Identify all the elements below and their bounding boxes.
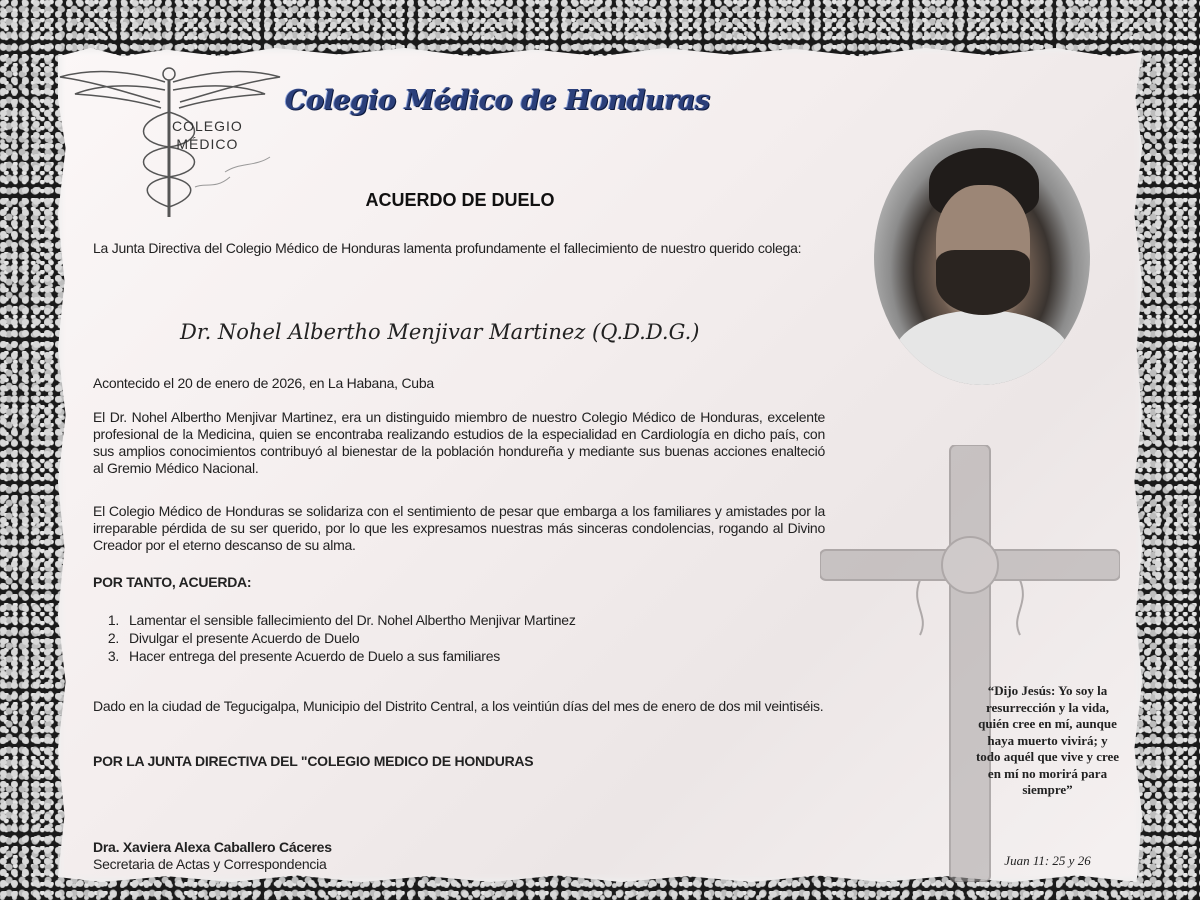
paragraph-career: El Dr. Nohel Albertho Menjivar Martinez, era un distinguido miembro de nuestro Colegio Médico de Honduras, excelente profesional de la Medicina, quien se encontraba realizando estudios de la especialidad en Cardiología en dicho país, con sus amplios conocimientos contribuyó al bienestar de la población hondureña y mediante sus buenas acciones enalteció al Gremio Médico Nacional. <box>93 409 825 476</box>
cross-icon <box>820 445 1120 882</box>
given-paragraph: Dado en la ciudad de Tegucigalpa, Municipio del Distrito Central, a los veintiún días del mes de enero de dos mil veintiséis. <box>93 698 824 714</box>
resolution-item: 1. Lamentar el sensible fallecimiento del Dr. Nohel Albertho Menjivar Martinez <box>107 612 576 628</box>
resolution-list <box>93 612 825 666</box>
signatory-name: Dra. Xaviera Alexa Caballero Cáceres <box>93 839 332 855</box>
caduceus-logo-icon <box>55 62 285 222</box>
brand-title: Colegio Médico de Honduras <box>285 85 710 116</box>
signatory-role: Secretaria de Actas y Correspondencia <box>93 856 327 872</box>
resolution-item: 3. Hacer entrega del presente Acuerdo de Duelo a sus familiares <box>107 648 500 664</box>
logo-line-2: MÉDICO <box>176 136 239 152</box>
document-title: ACUERDO DE DUELO <box>365 190 555 210</box>
event-line: Acontecido el 20 de enero de 2026, en La Habana, Cuba <box>93 375 434 391</box>
intro-paragraph: La Junta Directiva del Colegio Médico de Honduras lamenta profundamente el fallecimiento de nuestro querido colega: <box>93 240 802 256</box>
paragraph-condolences: El Colegio Médico de Honduras se solidariza con el sentimiento de pesar que embarga a los familiares y amistades por la irreparable pérdida de su ser querido, por lo que les expresamos nuestras más sinceras condolencias, rogando al Divino Creador por el eterno descanso de su alma. <box>93 503 825 553</box>
resolution-item: 2. Divulgar el presente Acuerdo de Duelo <box>107 630 360 646</box>
bible-quote: “Dijo Jesús: Yo soy la resurrección y la vida, quién cree en mí, aunque haya muerto vivirá; y todo aquél que vive y cree en mí no morirá para siempre” <box>975 683 1120 797</box>
quote-citation: Juan 11: 25 y 26 <box>1004 853 1091 868</box>
board-line: POR LA JUNTA DIRECTIVA DEL "COLEGIO MEDICO DE HONDURAS <box>93 753 534 769</box>
deceased-portrait <box>874 130 1090 385</box>
logo-text <box>172 117 243 153</box>
resolution-heading: POR TANTO, ACUERDA: <box>93 574 252 590</box>
deceased-name: Dr. Nohel Albertho Menjivar Martinez (Q.D.D.G.) <box>180 320 700 344</box>
logo-line-1: COLEGIO <box>172 118 243 134</box>
